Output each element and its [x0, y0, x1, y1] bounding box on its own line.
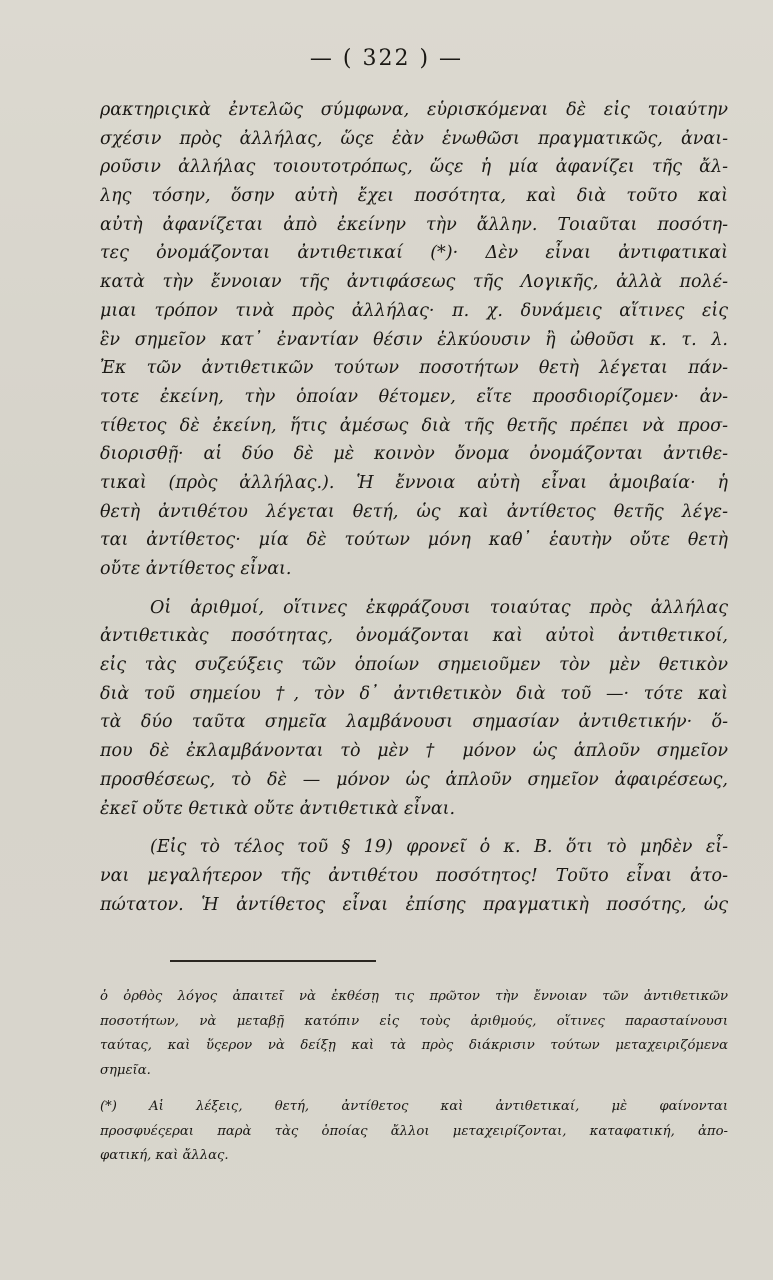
text-line: διὰ τοῦ σημείου †, τὸν δ᾽ ἀντιθετικὸν διὰ τοῦ —· τότε καὶ	[100, 683, 728, 704]
text-line: πώτατον. Ἡ ἀντίθετος εἶναι ἐπίσης πραγματικὴ ποσότης, ὡς	[100, 894, 728, 915]
text-line: ται ἀντίθετος· μία δὲ τούτων μόνη καθ᾽ ἑαυτὴν οὔτε θετὴ	[100, 530, 728, 551]
text-line: μιαι τρόπον τινὰ πρὸς ἀλλήλας· π. χ. δυνάμεις αἵτινες εἰς	[100, 300, 728, 321]
footnote-line: (*) Αἱ λέξεις, θετή, ἀντίθετος καὶ ἀντιθετικαί, μὲ φαίνονται	[100, 1099, 728, 1114]
text-line: τικαὶ (πρὸς ἀλλήλας.). Ἡ ἔννοια αὐτὴ εἶναι ἀμοιβαία· ἡ	[100, 472, 728, 493]
text-line: τοτε ἐκείνη, τὴν ὁποίαν θέτομεν, εἴτε προσδιορίζομεν· ἀν-	[100, 386, 728, 407]
footnote-line: ὁ ὀρθὸς λόγος ἀπαιτεῖ νὰ ἐκθέσῃ τις πρῶτον τὴν ἔννοιαν τῶν ἀντιθετικῶν	[100, 989, 728, 1004]
text-line: ρακτηριςικὰ ἐντελῶς σύμφωνα, εὑρισκόμεναι δὲ εἰς τοιαύτην	[100, 100, 728, 120]
footnote-rule	[170, 960, 376, 962]
text-line: προσθέσεως, τὸ δὲ — μόνον ὡς ἁπλοῦν σημεῖον ἀφαιρέσεως,	[100, 769, 728, 790]
footnote-line: ταύτας, καὶ ὕςερον νὰ δείξῃ καὶ τὰ πρὸς διάκρισιν τούτων μεταχειριζόμενα	[100, 1038, 728, 1053]
text-line: που δὲ ἐκλαμβάνονται τὸ μὲν † μόνον ὡς ἁπλοῦν σημεῖον	[100, 741, 728, 762]
text-line: τες ὀνομάζονται ἀντιθετικαί (*)· Δὲν εἶναι ἀντιφατικαὶ	[100, 243, 728, 264]
text-line: ροῦσιν ἀλλήλας τοιουτοτρόπως, ὥςε ἡ μία ἀφανίζει τῆς ἄλ-	[100, 157, 728, 178]
text-line: οὔτε ἀντίθετος εἶναι.	[100, 559, 292, 579]
footnotes	[100, 985, 728, 1169]
text-line: σχέσιν πρὸς ἀλλήλας, ὥςε ἐὰν ἑνωθῶσι πραγματικῶς, ἀναι-	[100, 128, 728, 149]
text-line: τίθετος δὲ ἐκείνη, ἥτις ἀμέσως διὰ τῆς θετῆς πρέπει νὰ προσ-	[100, 415, 728, 436]
text-line: κατὰ τὴν ἔννοιαν τῆς ἀντιφάσεως τῆς Λογικῆς, ἀλλὰ πολέ-	[100, 272, 728, 293]
footnote-line: ποσοτήτων, νὰ μεταβῇ κατόπιν εἰς τοὺς ἀριθμούς, οἵτινες παρασταίνουσι	[100, 1013, 728, 1029]
text-line: ἐκεῖ οὔτε θετικὰ οὔτε ἀντιθετικὰ εἶναι.	[100, 798, 456, 819]
text-line: ναι μεγαλήτερον τῆς ἀντιθέτου ποσότητος! Τοῦτο εἶναι ἀτο-	[100, 865, 728, 886]
text-line: (Εἰς τὸ τέλος τοῦ § 19) φρονεῖ ὁ κ. Β. ὅτι τὸ μηδὲν εἶ-	[150, 837, 728, 858]
text-line: αὐτὴ ἀφανίζεται ἀπὸ ἐκείνην τὴν ἄλλην. Τοιαῦται ποσότη-	[100, 214, 728, 235]
text-line: ἀντιθετικὰς ποσότητας, ὀνομάζονται καὶ αὐτοὶ ἀντιθετικοί,	[100, 626, 728, 647]
text-line: θετὴ ἀντιθέτου λέγεται θετή, ὡς καὶ ἀντίθετος θετῆς λέγε-	[100, 501, 728, 522]
page-number-header: — ( 322 ) —	[309, 46, 464, 71]
text-line: εἰς τὰς συζεύξεις τῶν ὁποίων σημειοῦμεν τὸν μὲν θετικὸν	[100, 655, 728, 676]
text-line: λης τόσην, ὅσην αὐτὴ ἔχει ποσότητα, καὶ διὰ τοῦτο καὶ	[100, 186, 728, 207]
text-line: Οἱ ἀριθμοί, οἵτινες ἐκφράζουσι τοιαύτας πρὸς ἀλλήλας	[150, 597, 728, 618]
footnote-line: προσφυέςεραι παρὰ τὰς ὁποίας ἄλλοι μεταχειρίζονται, καταφατική, ἀπο-	[100, 1123, 728, 1139]
main-text	[100, 96, 728, 919]
footnote-line: φατική, καὶ ἄλλας.	[100, 1148, 229, 1163]
text-line: διορισθῇ· αἱ δύο δὲ μὲ κοινὸν ὄνομα ὀνομάζονται ἀντιθε-	[100, 444, 728, 465]
footnote-line: σημεῖα.	[100, 1062, 151, 1078]
text-line: Ἐκ τῶν ἀντιθετικῶν τούτων ποσοτήτων θετὴ λέγεται πάν-	[100, 358, 728, 379]
text-line: τὰ δύο ταῦτα σημεῖα λαμβάνουσι σημασίαν ἀντιθετικήν· ὅ-	[100, 712, 728, 733]
text-line: ἓν σημεῖον κατ᾽ ἐναντίαν θέσιν ἑλκύουσιν ἢ ὠθοῦσι κ. τ. λ.	[100, 329, 728, 350]
